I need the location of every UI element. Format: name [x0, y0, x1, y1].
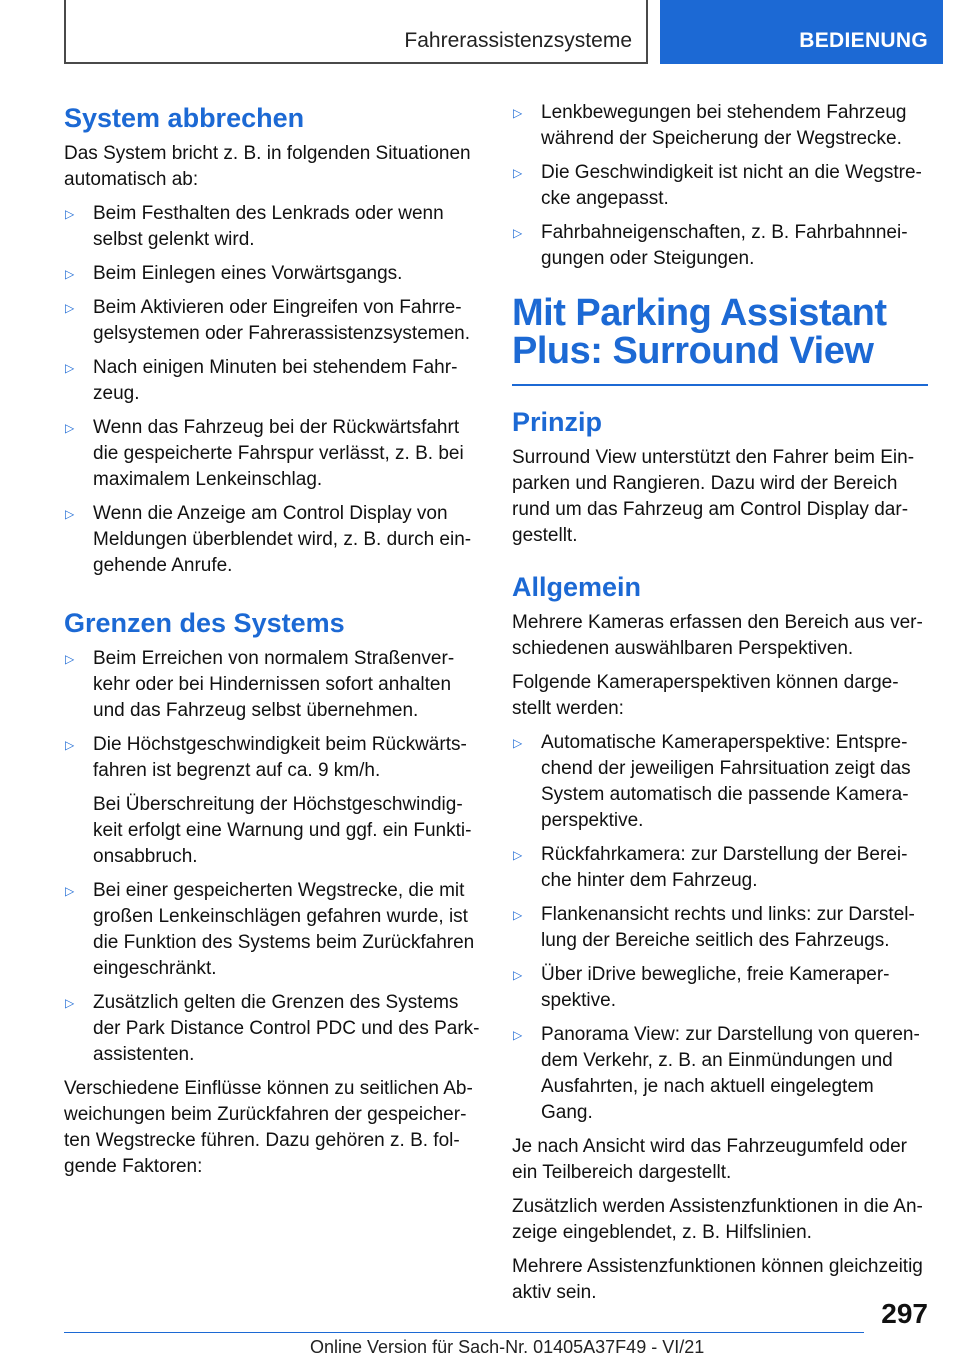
- bullet-triangle-icon: ▷: [65, 884, 75, 898]
- list-item: ▷ Nach einigen Minuten bei stehendem Fahrzeug.: [65, 357, 458, 404]
- list-item: ▷ Zusätzlich gelten die Grenzen des Systems der Park Distance Control PDC und des Parkassistenten.: [65, 992, 480, 1065]
- page-number: 297: [881, 1298, 928, 1329]
- bullet-triangle-icon: ▷: [513, 166, 523, 180]
- bullet-triangle-icon: ▷: [513, 848, 523, 862]
- right-column: [512, 100, 928, 1314]
- bullet-triangle-icon: ▷: [65, 421, 75, 435]
- bullet-triangle-icon: ▷: [513, 736, 523, 750]
- perspektiven-list: [512, 730, 928, 1126]
- section-label: BEDIENUNG: [799, 29, 928, 52]
- list-item: ▷ Die Geschwindigkeit ist nicht an die Wegstrecke angepasst.: [513, 162, 922, 209]
- heading-allgemein: Allgemein: [512, 572, 642, 602]
- list-item: ▷ Beim Erreichen von normalem Straßenverkehr oder bei Hindernissen sofort anhalten und das Fahrzeug selbst übernehmen.: [65, 648, 455, 721]
- bullet-triangle-icon: ▷: [65, 738, 75, 752]
- list-item: ▷ Wenn das Fahrzeug bei der Rückwärtsfahrt die gespeicherte Fahrspur verlässt, z. B. bei maximalem Lenkeinschlag.: [65, 417, 464, 490]
- zusaetzlich-paragraph: Zusätzlich werden Assistenzfunktionen in die Anzeige eingeblendet, z. B. Hilfslinien.: [512, 1196, 923, 1243]
- bullet-triangle-icon: ▷: [513, 106, 523, 120]
- bullet-triangle-icon: ▷: [65, 267, 75, 281]
- list-item: ▷ Beim Einlegen eines Vorwärtsgangs.: [65, 263, 403, 284]
- list-item: ▷ Beim Aktivieren oder Eingreifen von Fahrregelsystemen oder Fahrerassistenzsystemen.: [65, 297, 470, 344]
- bullet-triangle-icon: ▷: [513, 1028, 523, 1042]
- allgemein-paragraph-1: Mehrere Kameras erfassen den Bereich aus verschiedenen auswählbaren Perspektiven.: [512, 612, 923, 659]
- list-item: ▷ Panorama View: zur Darstellung von querendem Verkehr, z. B. an Einmündungen und Ausfahrten, je nach aktuell eingelegtem Gang.: [513, 1024, 920, 1123]
- sub-paragraph: Bei Überschreitung der Höchstgeschwindigkeit erfolgt eine Warnung und ggf. ein Funktionsabbruch.: [93, 794, 472, 867]
- header-section-tab: [660, 0, 943, 64]
- left-column: [64, 100, 480, 1188]
- bullet-triangle-icon: ▷: [513, 968, 523, 982]
- online-version-footer: Online Version für Sach-Nr. 01405A37F49 - VI/21: [310, 1337, 705, 1357]
- heading-prinzip: Prinzip: [512, 407, 603, 437]
- list-item: ▷ Wenn die Anzeige am Control Display von Meldungen überblendet wird, z. B. durch eingehende Anrufe.: [65, 503, 472, 576]
- list-item: ▷ Bei einer gespeicherten Wegstrecke, die mit großen Lenkeinschlägen gefahren wurde, ist die Funktion des Systems beim Zurückfahren eingeschränkt.: [65, 880, 475, 979]
- grenzen-list: [64, 646, 480, 1068]
- prinzip-paragraph: Surround View unterstützt den Fahrer beim Einparken und Rangieren. Dazu wird der Bereich rund um das Fahrzeug am Control Display dargestellt.: [512, 447, 915, 546]
- heading-grenzen: Grenzen des Systems: [64, 608, 345, 638]
- abbrechen-list: [64, 201, 480, 579]
- bullet-triangle-icon: ▷: [65, 361, 75, 375]
- header-title-box: [64, 0, 648, 64]
- bullet-triangle-icon: ▷: [65, 507, 75, 521]
- bullet-triangle-icon: ▷: [513, 226, 523, 240]
- bullet-triangle-icon: ▷: [65, 301, 75, 315]
- mehrere-paragraph: Mehrere Assistenzfunktionen können gleichzeitig aktiv sein.: [512, 1256, 923, 1303]
- heading-rule: [512, 384, 928, 386]
- list-item: ▷ Rückfahrkamera: zur Darstellung der Bereiche hinter dem Fahrzeug.: [513, 844, 908, 891]
- bullet-triangle-icon: ▷: [513, 908, 523, 922]
- list-item: ▷ Fahrbahneigenschaften, z. B. Fahrbahnneigungen oder Steigungen.: [513, 222, 908, 269]
- list-item: ▷ Die Höchstgeschwindigkeit beim Rückwärtsfahren ist begrenzt auf ca. 9 km/h. Bei Überschreitung der Höchstgeschwindigkeit erfolgt eine Warnung und ggf. ein Funktionsabbruch.: [64, 732, 480, 870]
- footer-rule: [64, 1332, 864, 1333]
- list-item: ▷ Lenkbewegungen bei stehendem Fahrzeug während der Speicherung der Wegstrecke.: [513, 102, 907, 149]
- list-item: ▷ Automatische Kameraperspektive: Entsprechend der jeweiligen Fahrsituation zeigt das System automatisch die passende Kameraperspektive.: [513, 732, 911, 831]
- list-item: ▷ Über iDrive bewegliche, freie Kameraperspektive.: [513, 964, 890, 1011]
- bullet-triangle-icon: ▷: [65, 207, 75, 221]
- header-title: Fahrerassistenzsysteme: [404, 29, 632, 52]
- intro-paragraph: Das System bricht z. B. in folgenden Situationen automatisch ab:: [64, 143, 471, 190]
- heading-system-abbrechen: System abbrechen: [64, 103, 305, 133]
- list-item: ▷ Beim Festhalten des Lenkrads oder wenn selbst gelenkt wird.: [65, 203, 444, 250]
- faktoren-paragraph: Verschiedene Einflüsse können zu seitlichen Abweichungen beim Zurückfahren der gespeicherten Wegstrecke führen. Dazu gehören z. B. folgende Faktoren:: [64, 1078, 473, 1177]
- bullet-triangle-icon: ▷: [65, 652, 75, 666]
- allgemein-paragraph-2: Folgende Kameraperspektiven können dargestellt werden:: [512, 672, 899, 719]
- bullet-triangle-icon: ▷: [65, 996, 75, 1010]
- faktoren-list: [512, 100, 928, 272]
- list-item: ▷ Flankenansicht rechts und links: zur Darstellung der Bereiche seitlich des Fahrzeugs.: [513, 904, 915, 951]
- main-heading: Mit Parking Assistant Plus: Surround View: [512, 292, 887, 372]
- ansicht-paragraph: Je nach Ansicht wird das Fahrzeugumfeld oder ein Teilbereich dargestellt.: [512, 1136, 907, 1183]
